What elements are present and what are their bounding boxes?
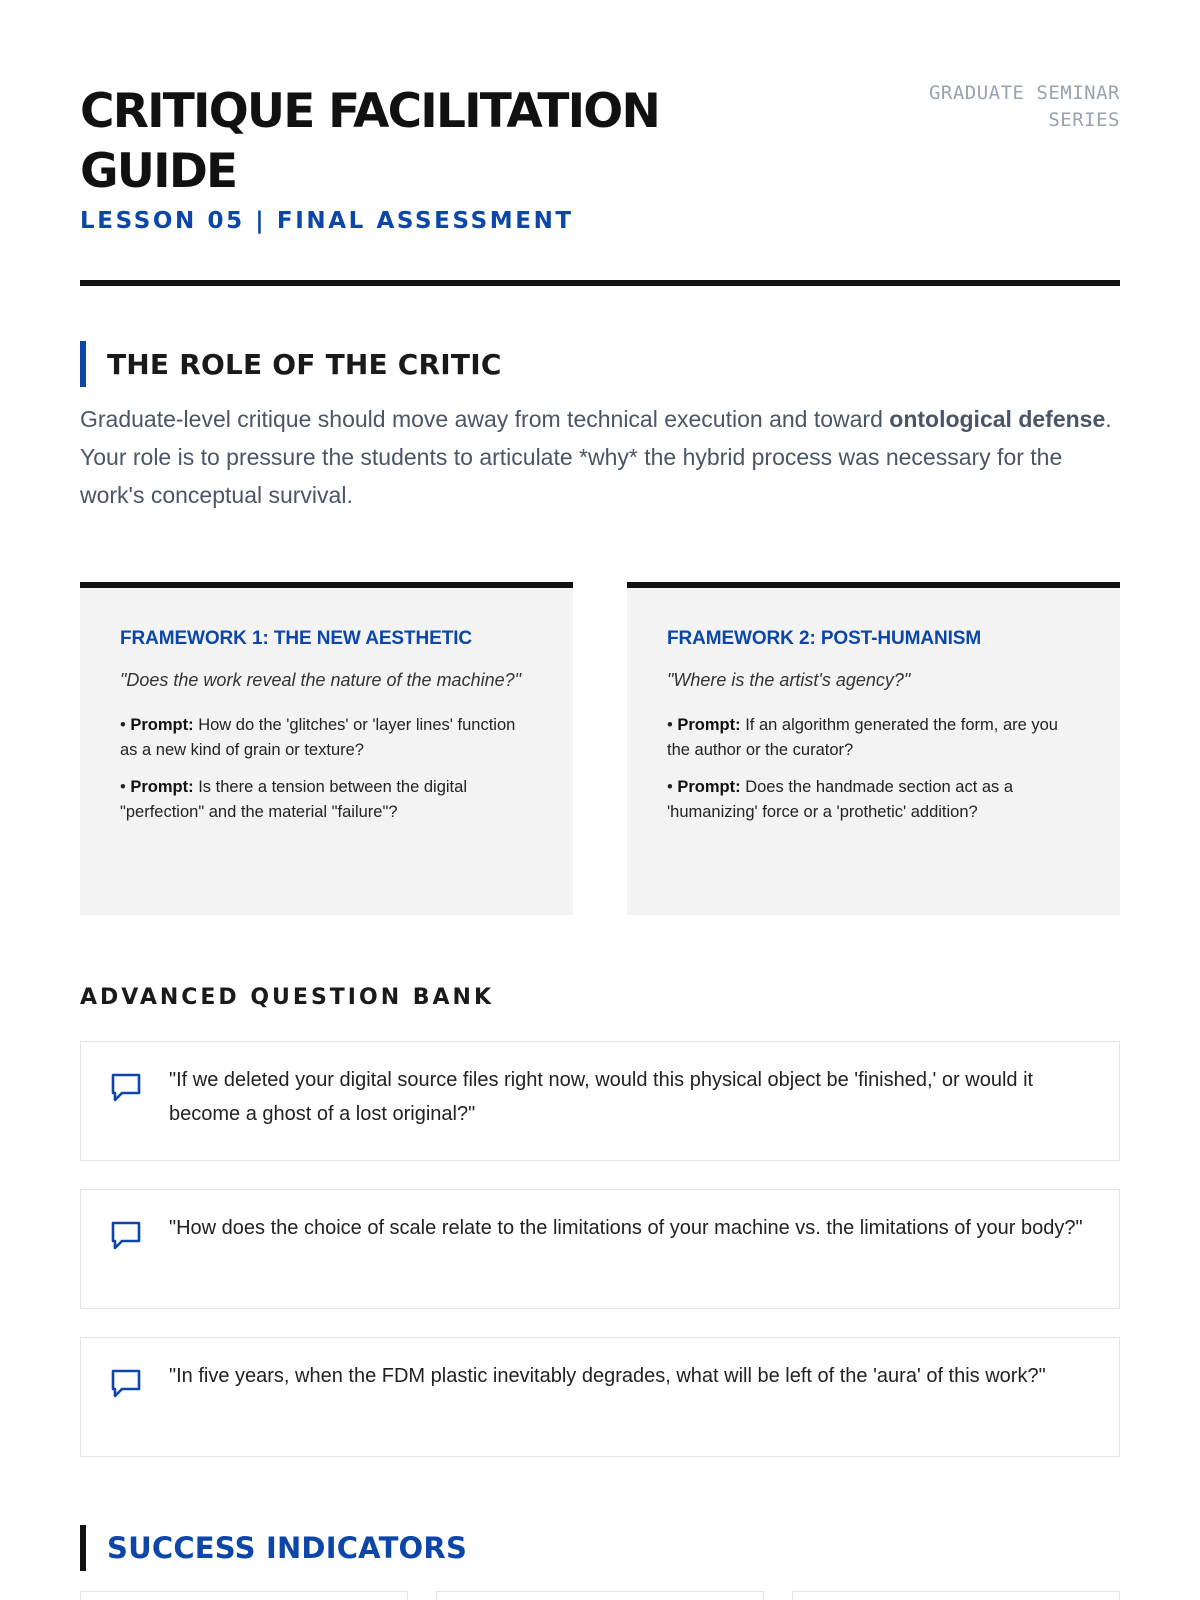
framework-prompt — [667, 713, 1080, 763]
framework-prompt — [120, 775, 533, 825]
indicator-card — [792, 1591, 1120, 1600]
prompt-label: Prompt: — [677, 778, 741, 796]
bullet: • — [120, 778, 126, 796]
bullet: • — [667, 778, 673, 796]
framework-title: FRAMEWORK 1: THE NEW AESTHETIC — [120, 628, 473, 649]
question-card — [80, 1189, 1120, 1309]
prompt-text: Is there a tension between the digital "perfection" and the material "failure"? — [120, 778, 467, 821]
question-text: "If we deleted your digital source files right now, would this physical object be 'finished,' or would it become a ghost of a lost original?" — [169, 1069, 1034, 1125]
accent-bar — [80, 341, 86, 387]
framework-prompt — [667, 775, 1080, 825]
question-card — [80, 1337, 1120, 1457]
prompt-label: Prompt: — [677, 716, 741, 734]
prompt-text: How do the 'glitches' or 'layer lines' function as a new kind of grain or texture? — [120, 716, 516, 759]
role-intro-paragraph — [80, 400, 1120, 514]
lesson-subtitle: LESSON 05 | FINAL ASSESSMENT — [80, 208, 574, 234]
bullet: • — [120, 716, 126, 734]
role-section-heading — [80, 341, 502, 387]
question-text: "In five years, when the FDM plastic inevitably degrades, what will be left of the 'aura' of this work?" — [169, 1365, 1046, 1387]
intro-bold-term: ontological defense — [889, 406, 1106, 432]
header-divider — [80, 280, 1120, 286]
success-section-title: SUCCESS INDICATORS — [107, 1531, 468, 1565]
question-bank-title: ADVANCED QUESTION BANK — [80, 985, 495, 1010]
indicator-card — [80, 1591, 408, 1600]
framework-quote: "Where is the artist's agency?" — [667, 670, 911, 690]
speech-bubble-icon — [109, 1070, 143, 1104]
framework-card-2 — [627, 582, 1120, 915]
question-card — [80, 1041, 1120, 1161]
page-title: CRITIQUE FACILITATION GUIDE — [80, 84, 659, 199]
bullet: • — [667, 716, 673, 734]
success-section-heading — [80, 1525, 467, 1571]
prompt-label: Prompt: — [130, 778, 194, 796]
speech-bubble-icon — [109, 1218, 143, 1252]
role-section-title: THE ROLE OF THE CRITIC — [107, 347, 502, 381]
prompt-text: Does the handmade section act as a 'humanizing' force or a 'prothetic' addition? — [667, 778, 1014, 821]
prompt-text: If an algorithm generated the form, are you the author or the curator? — [667, 716, 1058, 759]
framework-quote: "Does the work reveal the nature of the machine?" — [120, 670, 522, 690]
framework-card-1 — [80, 582, 573, 915]
speech-bubble-icon — [109, 1366, 143, 1400]
intro-text-start: Graduate-level critique should move away from technical execution and toward — [80, 406, 890, 432]
series-label: GRADUATE SEMINAR SERIES — [928, 82, 1120, 131]
intro-text-end: . Your role is to pressure the students to articulate *why* the hybrid process was necessary for the work's conceptual survival. — [80, 406, 1112, 508]
page — [80, 0, 1120, 1600]
accent-bar — [80, 1525, 86, 1571]
document-header — [80, 80, 1120, 286]
framework-title: FRAMEWORK 2: POST-HUMANISM — [667, 628, 982, 649]
prompt-label: Prompt: — [130, 716, 194, 734]
framework-prompt — [120, 713, 533, 763]
indicator-card — [436, 1591, 764, 1600]
question-text: "How does the choice of scale relate to the limitations of your machine vs. the limitations of your body?" — [169, 1217, 1083, 1239]
